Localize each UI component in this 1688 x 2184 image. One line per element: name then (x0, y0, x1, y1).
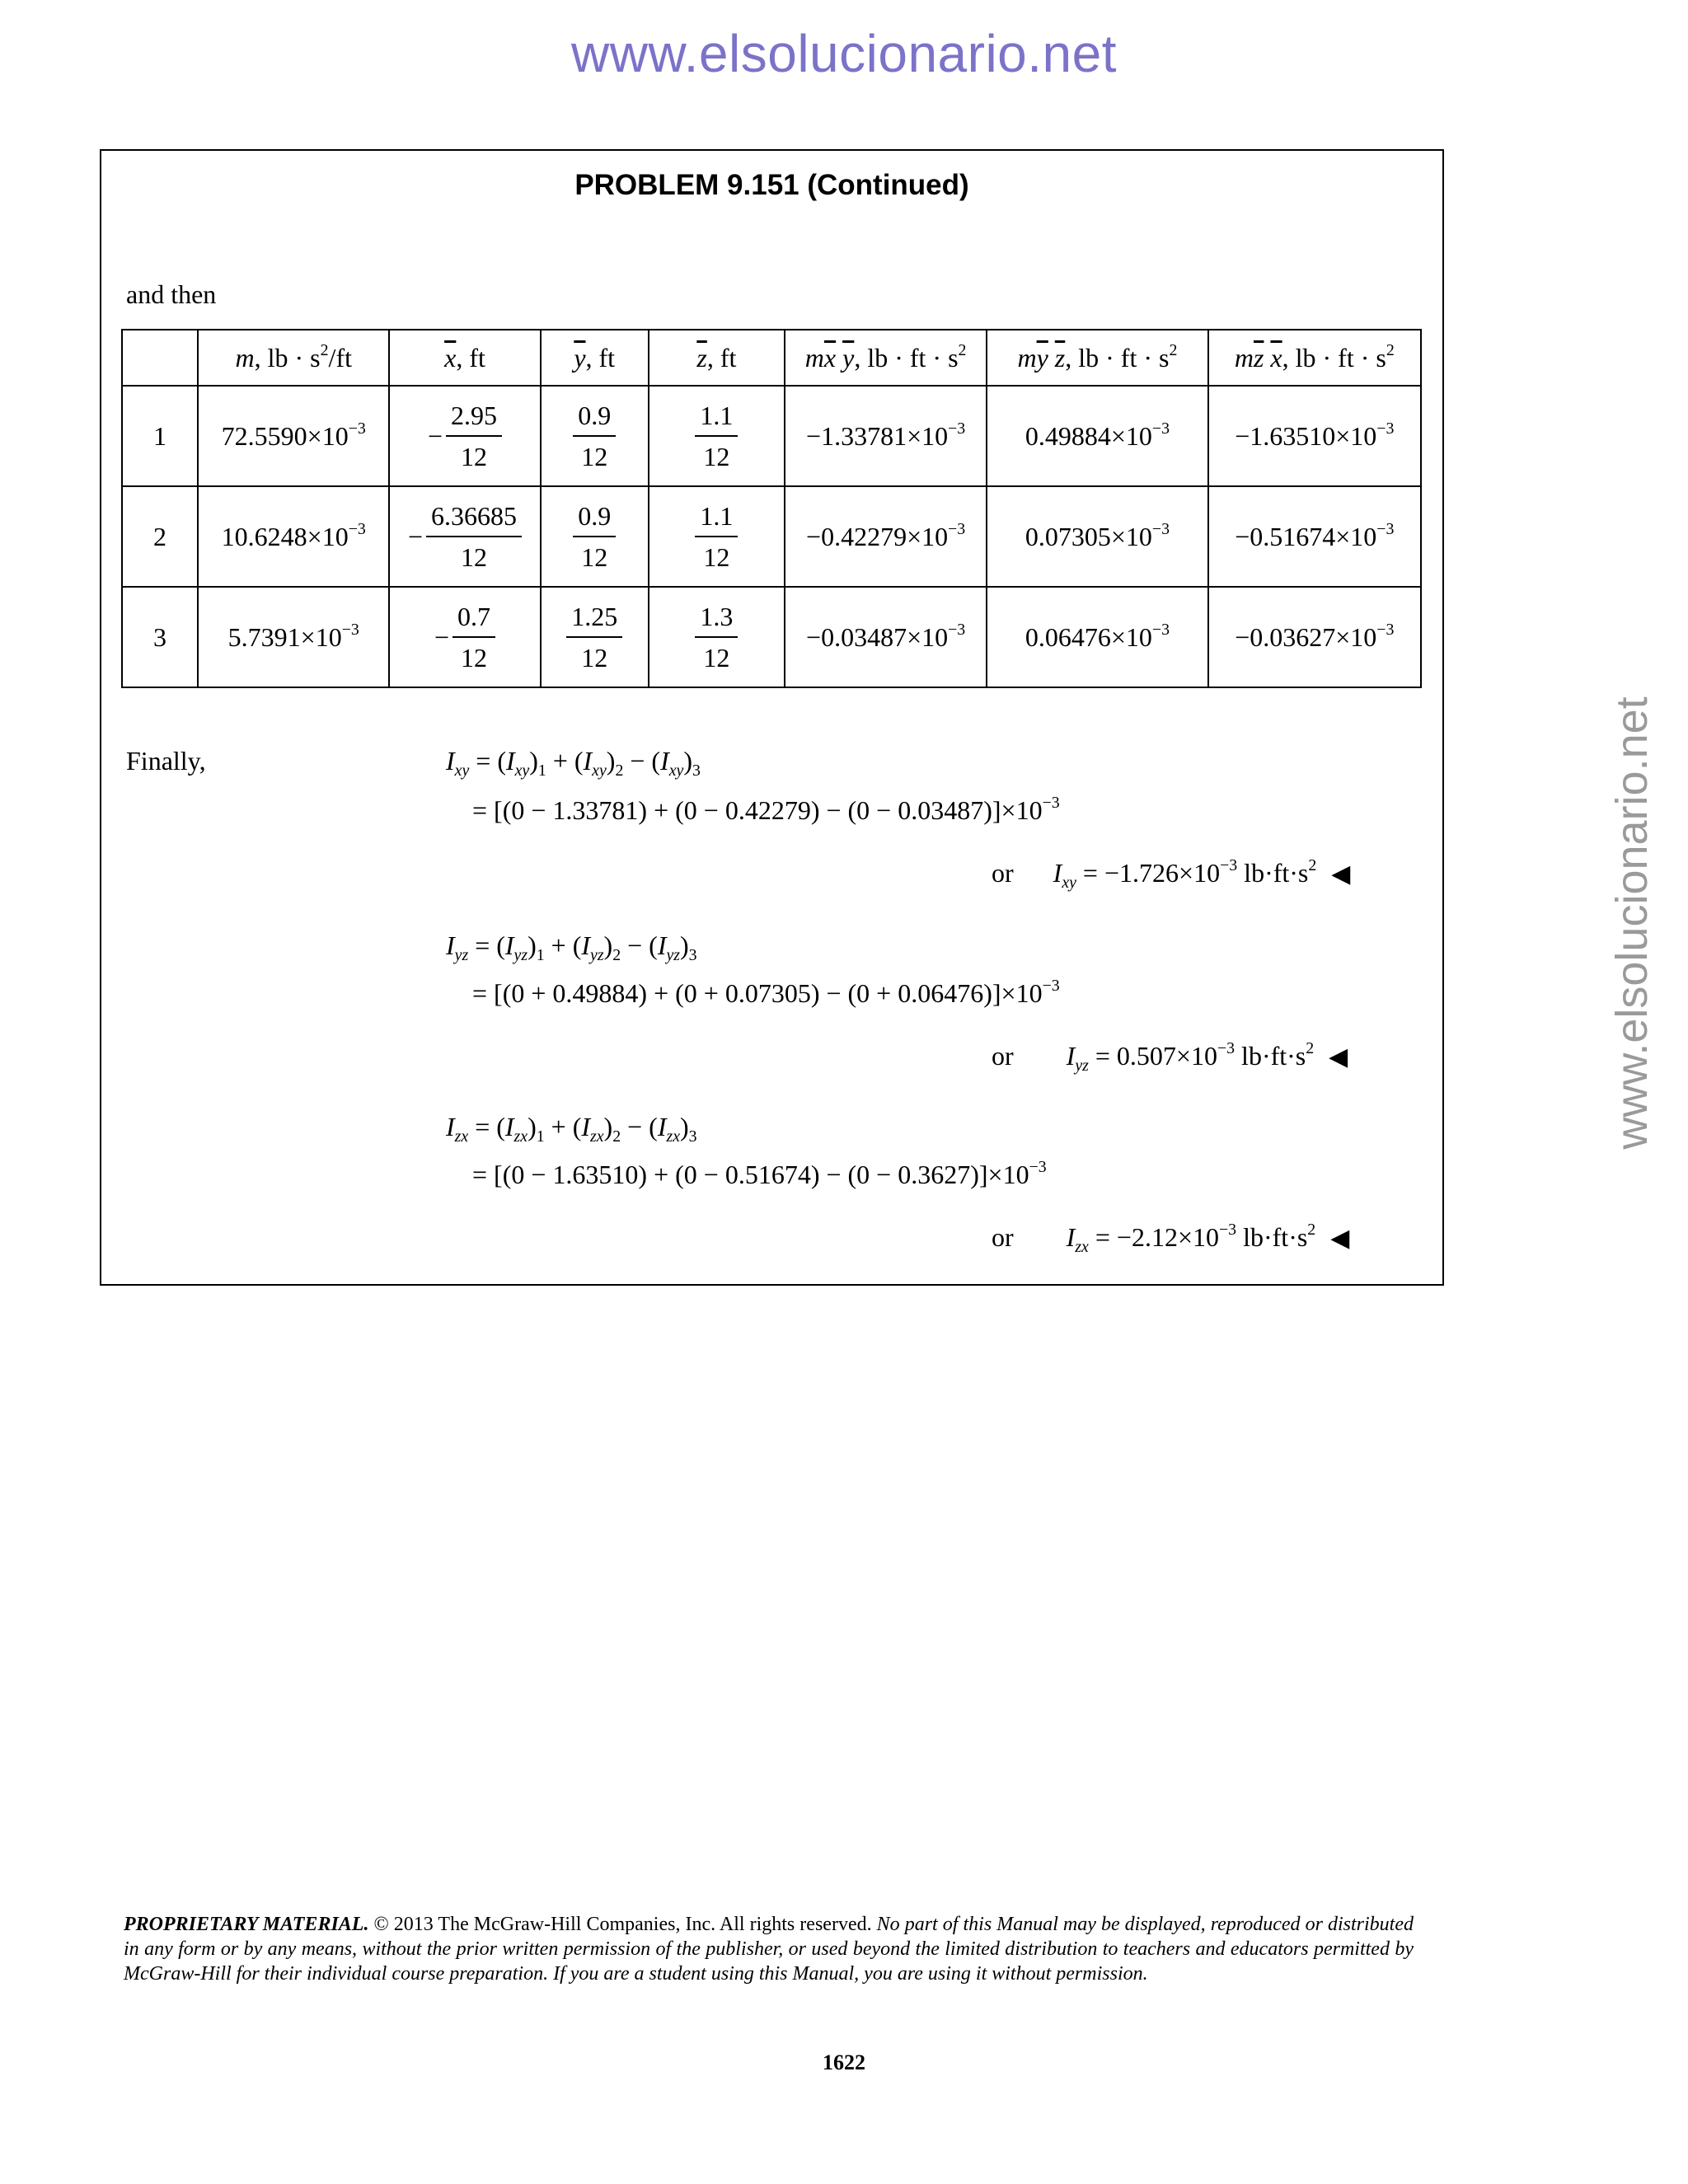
answer-iyz: or $I_{yz} = 0.507\times 10^{-3}$ $lb\cdot ft\cdot s^2$ ◀ (992, 1039, 1348, 1075)
header-myz: $m\overline{y}$ $\overline{z}$, lb · ft · $s^2$ (987, 330, 1207, 386)
row-index: 3 (122, 587, 198, 687)
cell-z: $\frac{1.1}{12}$ (649, 386, 785, 486)
cell-mzx: $-1.63510\times 10^{-3}$ (1208, 386, 1421, 486)
cell-myz: $0.07305\times 10^{-3}$ (987, 486, 1207, 587)
cell-y: $\frac{0.9}{12}$ (541, 486, 649, 587)
table-row (122, 386, 1421, 486)
header-z: $\overline{z}$, ft (649, 330, 785, 386)
table-row (122, 486, 1421, 587)
cell-x: − $\frac{6.36685}{12}$ (389, 486, 540, 587)
cell-mxy: $-0.03487\times 10^{-3}$ (785, 587, 987, 687)
eq-izx-2: = $[(0 - 1.63510) + (0 - 0.51674) - (0 - 0.3627)]\times 10^{-3}$ (472, 1158, 1047, 1189)
header-mzx: $m\overline{z}$ $\overline{x}$, lb · ft · $s^2$ (1208, 330, 1421, 386)
cell-m: $5.7391\times 10^{-3}$ (198, 587, 389, 687)
answer-ixy: or $I_{xy} = -1.726\times 10^{-3}$ $lb\cdot ft\cdot s^2$ ◀ (992, 856, 1351, 892)
cell-mzx: $-0.51674\times 10^{-3}$ (1208, 486, 1421, 587)
cell-mxy: $-0.42279\times 10^{-3}$ (785, 486, 987, 587)
eq-izx-1: $I_{zx} = (I_{zx})_1 + (I_{zx})_2 - (I_{zx})_3$ (446, 1112, 697, 1146)
cell-x: − $\frac{0.7}{12}$ (389, 587, 540, 687)
cell-m: $10.6248\times 10^{-3}$ (198, 486, 389, 587)
cell-mxy: $-1.33781\times 10^{-3}$ (785, 386, 987, 486)
header-mxy: $m\overline{x}$ $\overline{y}$, lb · ft · $s^2$ (785, 330, 987, 386)
row-index: 2 (122, 486, 198, 587)
table-header-row (122, 330, 1421, 386)
cell-z: $\frac{1.1}{12}$ (649, 486, 785, 587)
intro-text: and then (126, 279, 217, 309)
eq-iyz-1: $I_{yz} = (I_{yz})_1 + (I_{yz})_2 - (I_{yz})_3$ (446, 930, 697, 964)
copyright-footer: PROPRIETARY MATERIAL. © 2013 The McGraw-Hill Companies, Inc. All rights reserved. No part of this Manual may be displayed, reproduced or distributed in any form or by any means, without the prior written permission of the publisher, or used beyond the limited distribution to teachers and educators permitted by McGraw-Hill for their individual course preparation. If you are a student using this Manual, you are using it without permission. (124, 1914, 1414, 1985)
cell-myz: $0.06476\times 10^{-3}$ (987, 587, 1207, 687)
cell-mzx: $-0.03627\times 10^{-3}$ (1208, 587, 1421, 687)
eq-ixy-2: = $[(0 - 1.33781) + (0 - 0.42279) - (0 - 0.03487)]\times 10^{-3}$ (472, 794, 1060, 825)
page-number: 1622 (823, 2050, 865, 2074)
header-m: m, lb · $s^2/ft$ (198, 330, 389, 386)
header-x: $\overline{x}$, ft (389, 330, 540, 386)
answer-marker-icon: ◀ (1329, 1043, 1348, 1071)
answer-izx: or $I_{zx} = -2.12\times 10^{-3}$ $lb\cdot ft\cdot s^2$ ◀ (992, 1221, 1350, 1256)
watermark-side: www.elsolucionario.net (1607, 696, 1657, 1150)
eq-iyz-2: = $[(0 + 0.49884) + (0 + 0.07305) - (0 + 0.06476)]\times 10^{-3}$ (472, 977, 1060, 1008)
eq-ixy-1: $I_{xy} = (I_{xy})_1 + (I_{xy})_2 - (I_{xy})_3$ (446, 746, 701, 780)
header-index (122, 330, 198, 386)
cell-y: $\frac{0.9}{12}$ (541, 386, 649, 486)
products-table (121, 329, 1422, 688)
watermark-top: www.elsolucionario.net (571, 24, 1117, 83)
header-y: $\overline{y}$, ft (541, 330, 649, 386)
answer-marker-icon: ◀ (1330, 1224, 1350, 1253)
finally-label: Finally, (126, 746, 206, 776)
table-row (122, 587, 1421, 687)
cell-myz: $0.49884\times 10^{-3}$ (987, 386, 1207, 486)
answer-marker-icon: ◀ (1331, 860, 1351, 888)
cell-z: $\frac{1.3}{12}$ (649, 587, 785, 687)
cell-x: − $\frac{2.95}{12}$ (389, 386, 540, 486)
cell-m: $72.5590\times 10^{-3}$ (198, 386, 389, 486)
problem-title: PROBLEM 9.151 (Continued) (574, 169, 969, 201)
cell-y: $\frac{1.25}{12}$ (541, 587, 649, 687)
row-index: 1 (122, 386, 198, 486)
problem-frame (100, 149, 1444, 1286)
